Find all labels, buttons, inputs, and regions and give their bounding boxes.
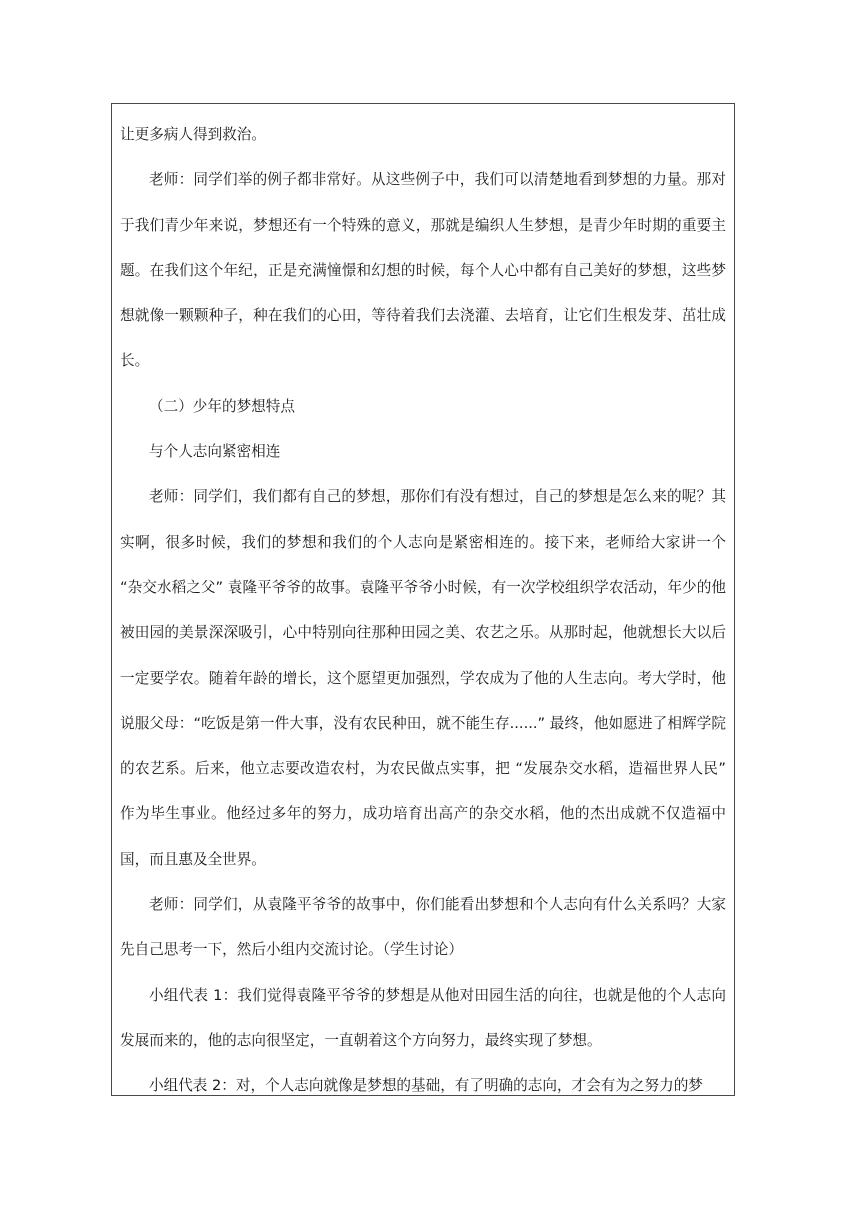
continuation-paragraph: 让更多病人得到救治。	[120, 126, 266, 143]
document-frame	[111, 103, 735, 1096]
teacher-paragraph-3: 老师：同学们，从袁隆平爷爷的故事中，你们能看出梦想和个人志向有什么关系吗？大家先自己思考一下，然后小组内交流讨论。（学生讨论）	[120, 896, 726, 959]
teacher-paragraph-1: 老师：同学们举的例子都非常好。从这些例子中，我们可以清楚地看到梦想的力量。那对于我们青少年来说，梦想还有一个特殊的意义，那就是编织人生梦想，是青少年时期的重要主题。在我们这个年纪，正是充满憧憬和幻想的时候，每个人心中都有自己美好的梦想，这些梦想就像一颗颗种子，种在我们的心田，等待着我们去浇灌、去培育，让它们生根发芽、茁壮成长。	[120, 171, 726, 370]
section-heading: （二）少年的梦想特点	[149, 397, 295, 415]
subheading: 与个人志向紧密相连	[149, 443, 281, 461]
group-representative-2: 小组代表 2：对，个人志向就像是梦想的基础，有了明确的志向，才会有为之努力的梦	[149, 1077, 703, 1095]
document-body	[120, 112, 726, 1109]
group-representative-1: 小组代表 1：我们觉得袁隆平爷爷的梦想是从他对田园生活的向往，也就是他的个人志向发展而来的，他的志向很坚定，一直朝着这个方向努力，最终实现了梦想。	[120, 986, 726, 1049]
teacher-paragraph-2: 老师：同学们，我们都有自己的梦想，那你们有没有想过，自己的梦想是怎么来的呢？其实啊，很多时候，我们的梦想和我们的个人志向是紧密相连的。接下来，老师给大家讲一个 “杂交水稻之父” 袁隆平爷爷的故事。袁隆平爷爷小时候，有一次学校组织学农活动，年少的他被田园的美景深深吸引，心中特别向往那种田园之美、农艺之乐。从那时起，他就想长大以后一定要学农。随着年龄的增长，这个愿望更加强烈，学农成为了他的人生志向。考大学时，他说服父母：“吃饭是第一件大事，没有农民种田，就不能生存......” 最终，他如愿进了相辉学院的农艺系。后来，他立志要改造农村，为农民做点实事，把 “发展杂交水稻，造福世界人民” 作为毕生事业。他经过多年的努力，成功培育出高产的杂交水稻，他的杰出成就不仅造福中国，而且惠及全世界。	[120, 488, 726, 868]
